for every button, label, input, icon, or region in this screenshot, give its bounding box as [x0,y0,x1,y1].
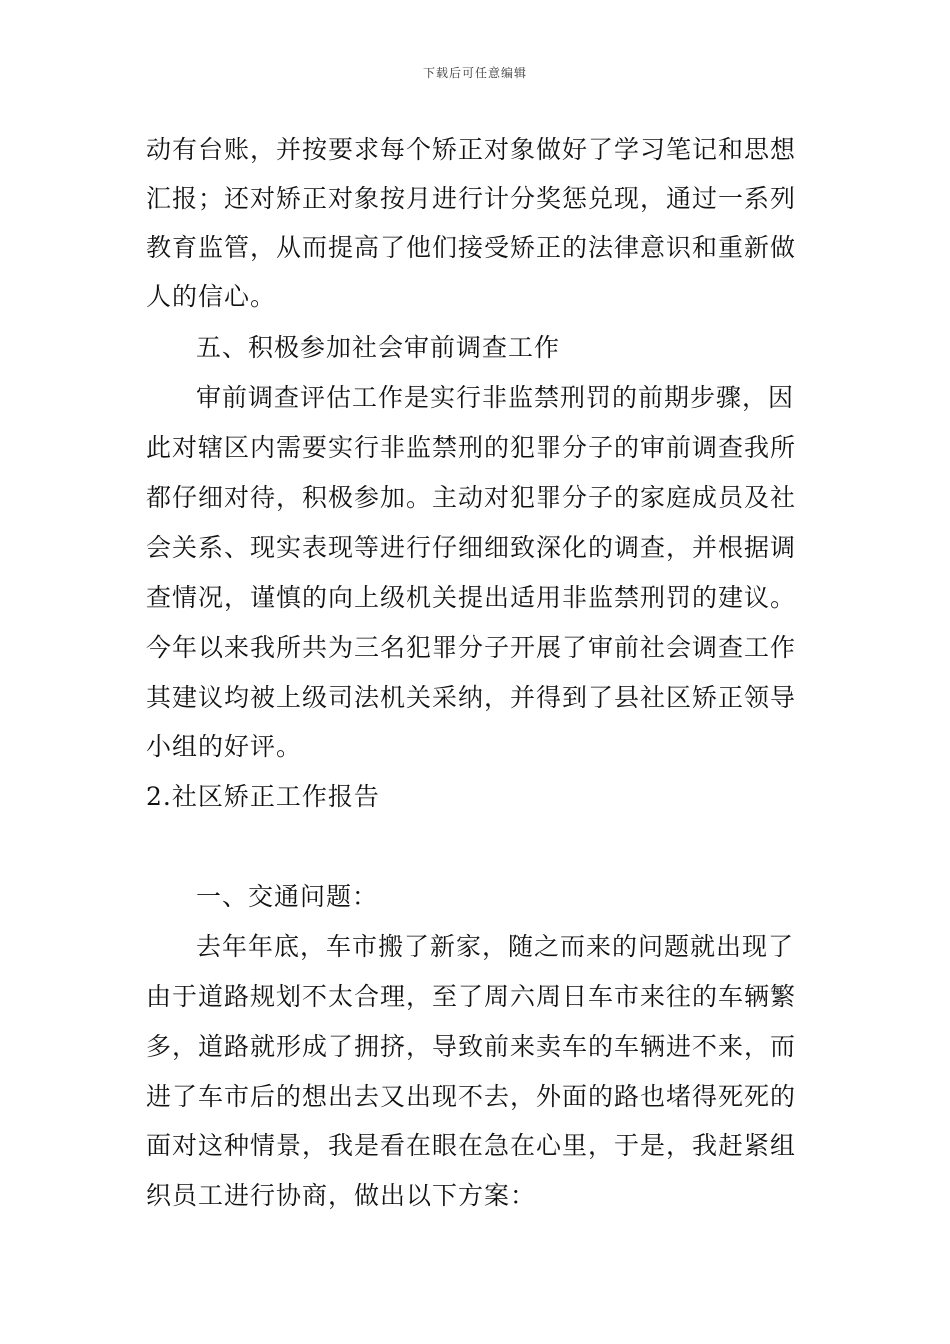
body-line: 小组的好评。 [146,732,303,761]
body-line: 织员工进行协商，做出以下方案： [146,1181,537,1210]
body-line: 今年以来我所共为三名犯罪分子开展了审前社会调查工作 [146,633,797,662]
section-heading: 一、交通问题： [196,882,379,911]
body-line: 进了车市后的想出去又出现不去，外面的路也堵得死死的 [146,1082,797,1111]
body-line: 由于道路规划不太合理，至了周六周日车市来往的车辆繁 [146,982,797,1011]
body-line: 动有台账，并按要求每个矫正对象做好了学习笔记和思想 [146,135,797,164]
report-title: 2.社区矫正工作报告 [146,782,380,811]
section-heading: 五、积极参加社会审前调查工作 [196,333,561,362]
body-line: 其建议均被上级司法机关采纳，并得到了县社区矫正领导 [146,683,797,712]
body-line: 此对辖区内需要实行非监禁刑的犯罪分子的审前调查我所 [146,433,797,462]
body-line: 人的信心。 [146,282,277,311]
body-line: 都仔细对待，积极参加。主动对犯罪分子的家庭成员及社 [146,483,797,512]
body-line: 会关系、现实表现等进行仔细细致深化的调查，并根据调 [146,533,797,562]
body-line: 多，道路就形成了拥挤，导致前来卖车的车辆进不来，而 [146,1032,797,1061]
body-line: 查情况，谨慎的向上级机关提出适用非监禁刑罚的建议。 [146,583,797,612]
body-line: 去年年底，车市搬了新家，随之而来的问题就出现了 [196,932,795,961]
body-line: 审前调查评估工作是实行非监禁刑罚的前期步骤，因 [196,383,795,412]
page-header: 下载后可任意编辑 [422,66,527,80]
body-line: 汇报；还对矫正对象按月进行计分奖惩兑现，通过一系列 [146,184,797,213]
body-line: 教育监管，从而提高了他们接受矫正的法律意识和重新做 [146,233,797,262]
body-line: 面对这种情景，我是看在眼在急在心里，于是，我赶紧组 [146,1131,797,1160]
